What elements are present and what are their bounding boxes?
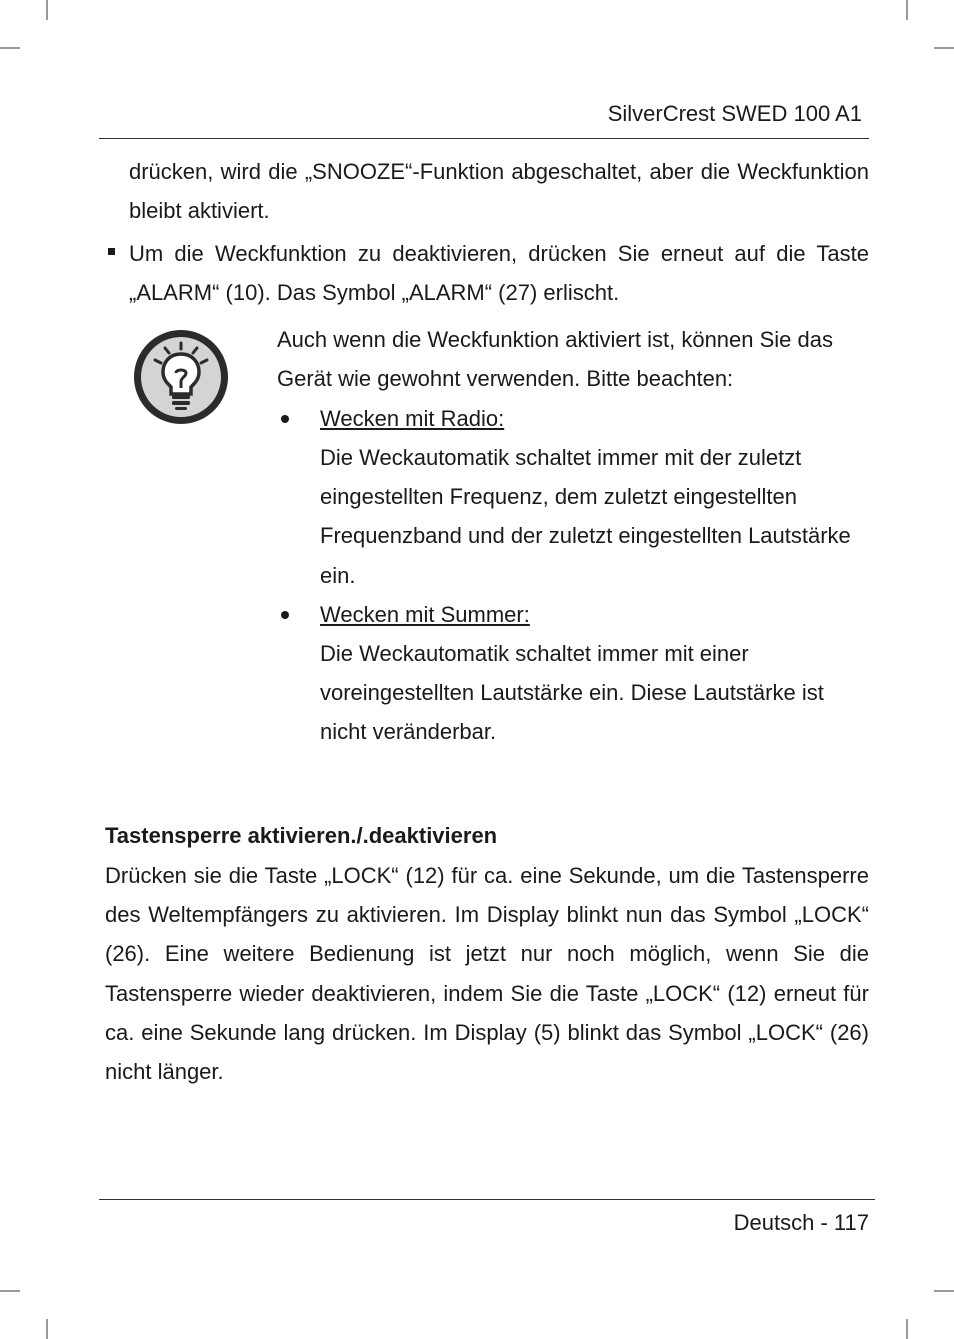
page-header-title: SilverCrest SWED 100 A1 <box>607 101 862 126</box>
header-rule <box>99 138 869 139</box>
note-item-text: Die Weckautomatik schaltet immer mit einer voreingestellten Lautstärke ein. Diese Lautstärke ist nicht veränderbar. <box>320 641 824 745</box>
note-item-text: Die Weckautomatik schaltet immer mit der zuletzt eingestellten Frequenz, dem zuletzt eingestellten Frequenzband und der zuletzt eingestellten Lautstärke ein. <box>320 445 851 588</box>
note-item-title: Wecken mit Radio: <box>320 406 505 431</box>
bullet-dot-icon <box>281 415 289 423</box>
crop-mark <box>934 1290 954 1292</box>
crop-mark <box>906 1319 908 1339</box>
crop-mark <box>906 0 908 20</box>
lightbulb-icon <box>131 327 231 427</box>
footer-rule <box>99 1199 875 1200</box>
bullet-paragraph: Um die Weckfunktion zu deaktivieren, drücken Sie erneut auf die Taste „ALARM“ (10). Das Symbol „ALARM“ (27) erlischt. <box>129 241 869 306</box>
crop-mark <box>0 47 20 49</box>
note-item-title: Wecken mit Summer: <box>320 602 530 627</box>
bullet-dot-icon <box>281 611 289 619</box>
square-bullet-icon <box>108 248 115 255</box>
section-body: Drücken sie die Taste „LOCK“ (12) für ca. eine Sekunde, um die Tastensperre des Weltempfängers zu aktivieren. Im Display blinkt nun das Symbol „LOCK“ (26). Eine weitere Bedienung ist jetzt nur noch möglich, wenn Sie die Tastensperre wieder deaktivieren, indem Sie die Taste „LOCK“ (12) erneut für ca. eine Sekunde lang drücken. Im Display (5) blinkt das Symbol „LOCK“ (26) nicht länger. <box>105 863 869 1085</box>
note-intro: Auch wenn die Weckfunktion aktiviert ist, können Sie das Gerät wie gewohnt verwenden. Bitte beachten: <box>277 327 834 392</box>
crop-mark <box>46 0 48 20</box>
page-footer: Deutsch - 117 <box>733 1210 869 1235</box>
crop-mark <box>934 47 954 49</box>
crop-mark <box>46 1319 48 1339</box>
section-heading: Tastensperre aktivieren./.deaktivieren <box>105 823 498 848</box>
crop-mark <box>0 1290 20 1292</box>
continuation-paragraph: drücken, wird die „SNOOZE“-Funktion abgeschaltet, aber die Weckfunktion bleibt aktiviert. <box>129 159 869 224</box>
